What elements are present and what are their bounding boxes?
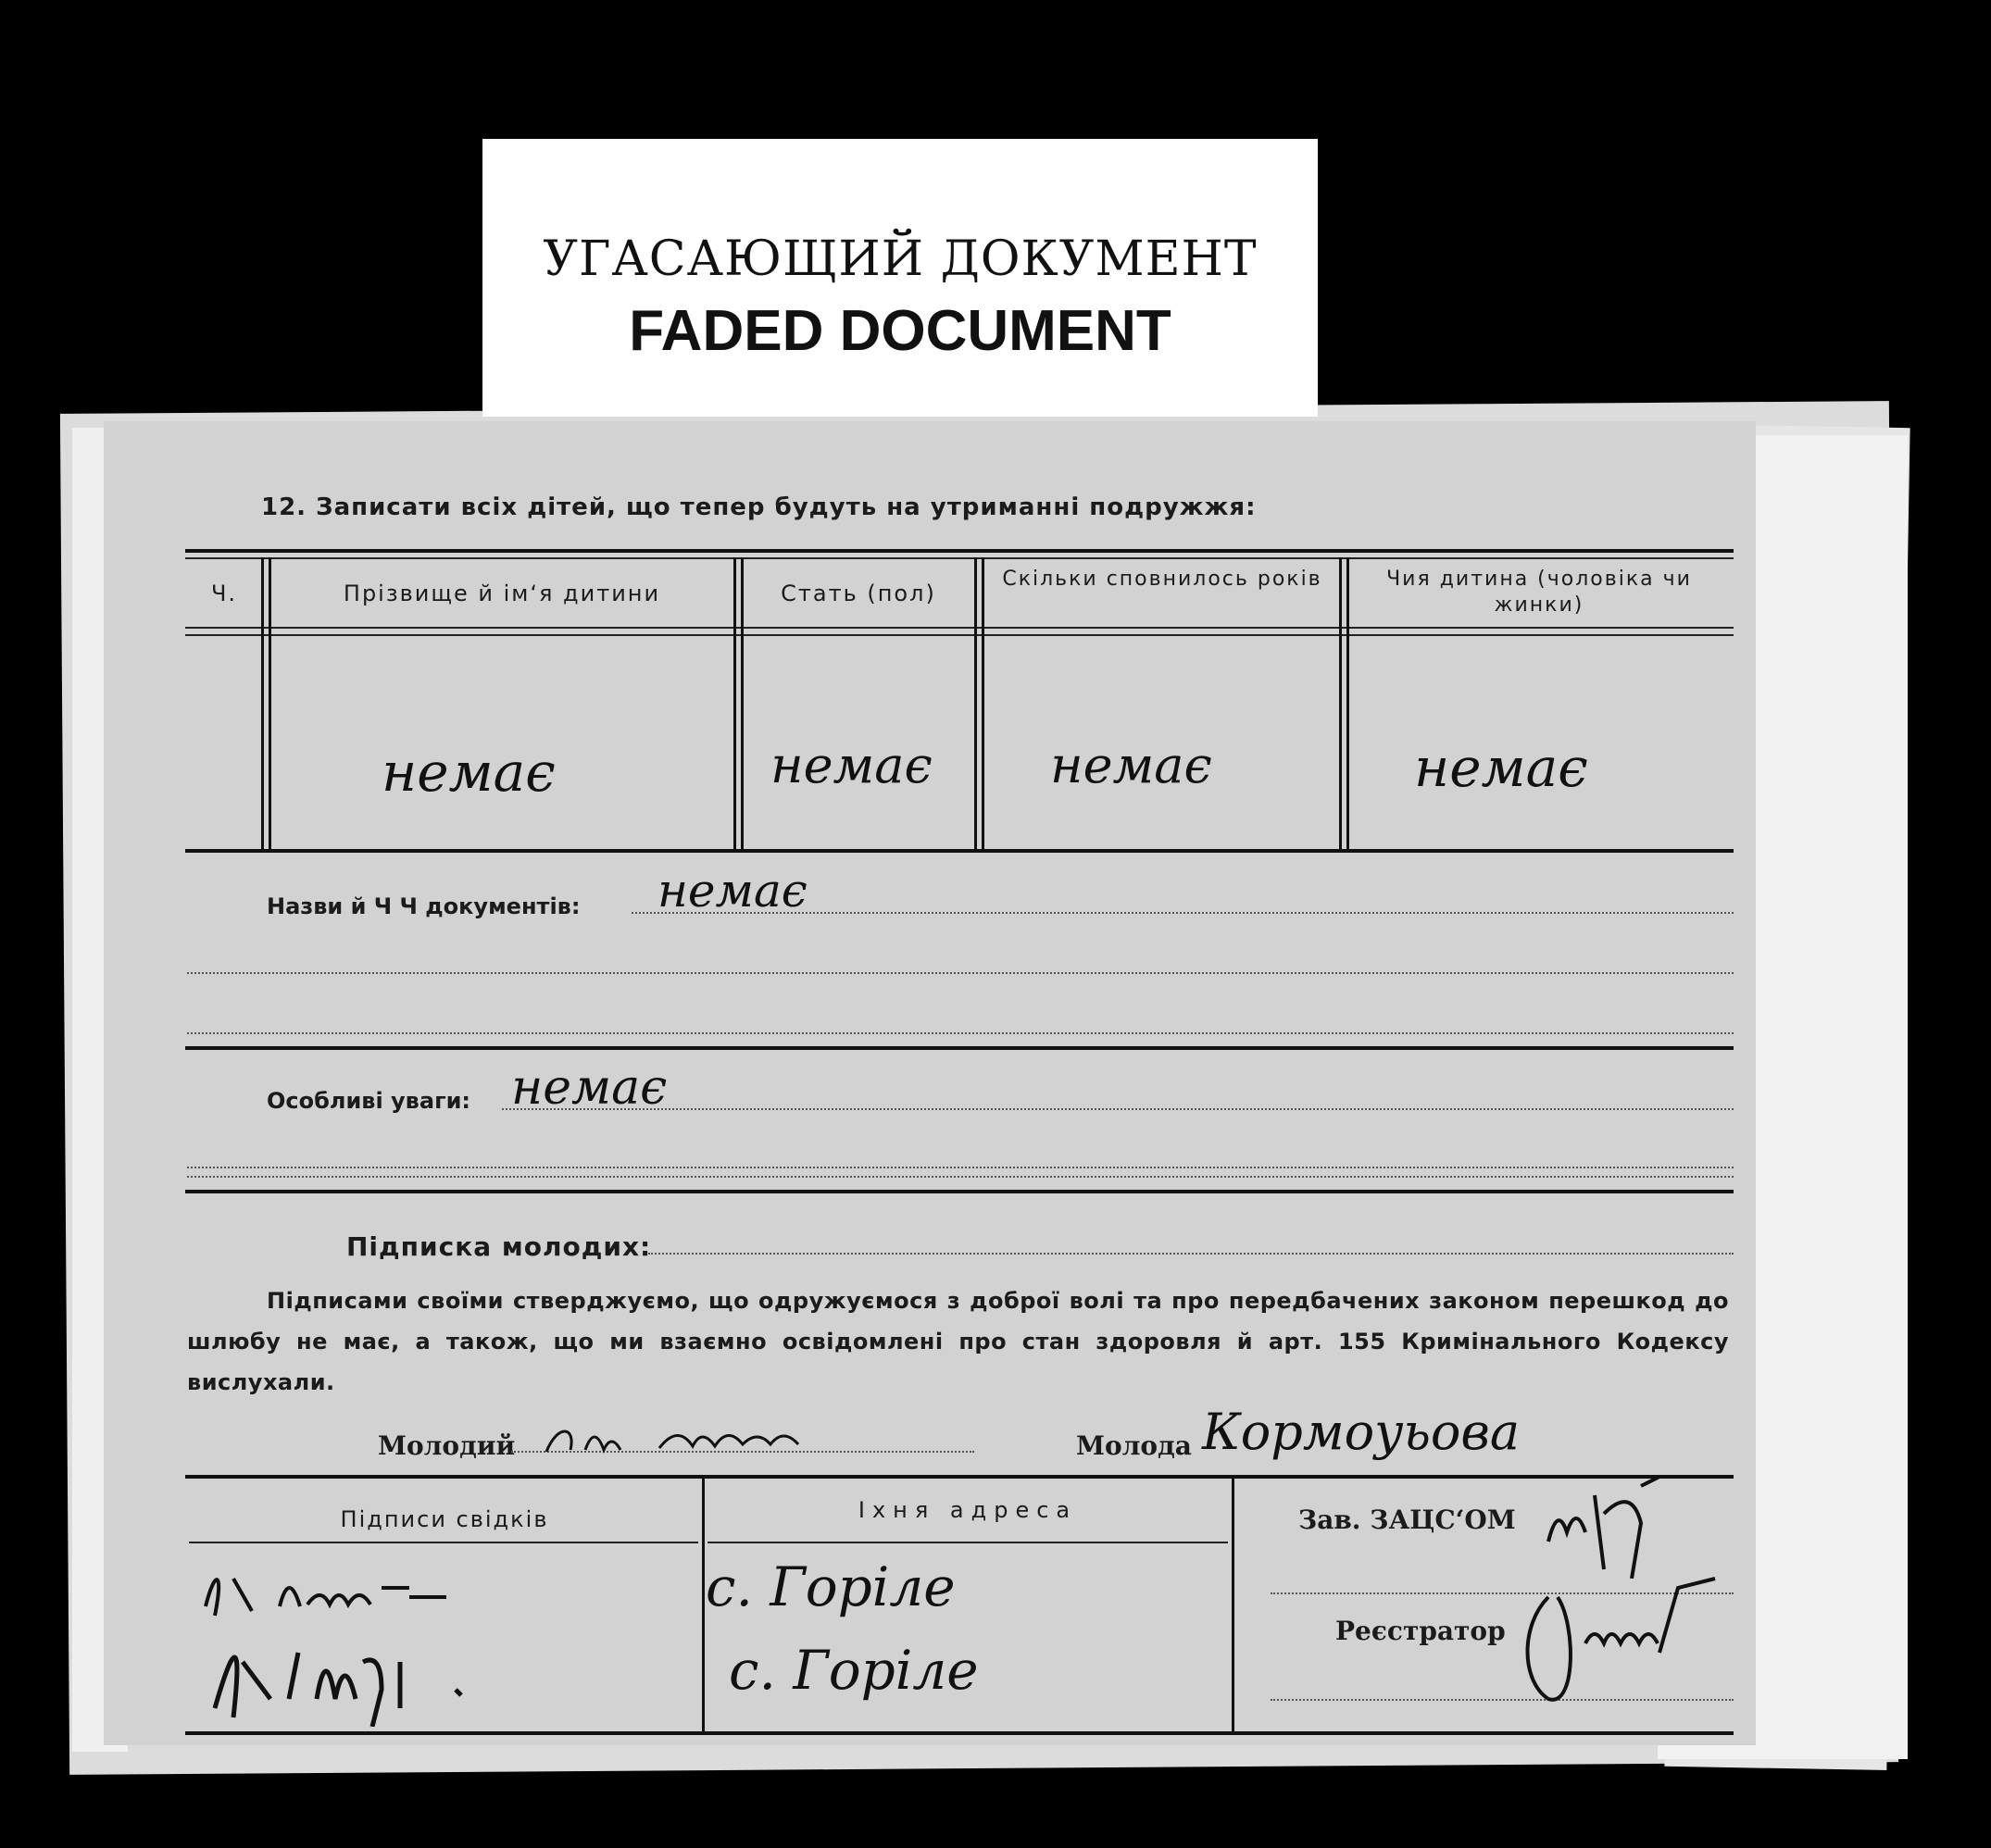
column-header-number: Ч. <box>210 581 238 606</box>
column-header-sex: Стать (пол) <box>781 581 936 606</box>
column-header-whose-child: Чия дитина (чоловіка чи жинки) <box>1386 568 1692 617</box>
documents-line-3 <box>187 1032 1734 1034</box>
witness-table-bottom-rule <box>185 1731 1734 1735</box>
registrar-label: Реєстратор <box>1335 1616 1506 1646</box>
table-header-rule-inner <box>185 634 1734 636</box>
signature-heading-line <box>648 1253 1734 1255</box>
signature-statement: Підписами своїми стверджуємо, що одружуємося з доброї волі та про передбачених законом перешкод до шлюбу не має, а також, що ми взаємно освідомлені про стан здоровля й арт. 155 Кримінального Кодексу вислухали. <box>187 1288 1729 1395</box>
registrar-signature <box>1511 1569 1734 1708</box>
witness-address-2: с. Горіле <box>729 1639 979 1702</box>
witness-address-header: Іхня адреса <box>858 1497 1078 1523</box>
documents-value: немає <box>657 864 808 918</box>
address-header-rule <box>707 1542 1228 1543</box>
label-title-en: FADED DOCUMENT <box>629 299 1171 363</box>
table-bottom-rule <box>185 849 1734 853</box>
column-divider <box>261 557 264 851</box>
faded-document-label <box>482 139 1318 417</box>
column-divider <box>741 557 744 851</box>
column-divider <box>982 557 984 851</box>
table-top-rule <box>185 549 1734 553</box>
groom-signature <box>539 1417 872 1463</box>
witness-table-top-rule <box>185 1475 1734 1479</box>
child-name-entry: немає <box>382 741 556 804</box>
bride-label: Молода <box>1076 1430 1192 1461</box>
office-head-signature <box>1539 1477 1678 1579</box>
notes-line-2 <box>187 1167 1734 1168</box>
witness-column-divider <box>702 1477 705 1731</box>
witness-column-divider <box>1232 1477 1234 1731</box>
witness-address-1: с. Горіле <box>706 1555 956 1618</box>
column-header-child-name: Прізвище й ім‘я дитини <box>343 581 661 606</box>
column-header-age: Скільки сповнилось років <box>1002 568 1322 591</box>
bride-signature: Кормоуьова <box>1202 1403 1521 1461</box>
witness-signatures-header: Підписи свідків <box>340 1506 549 1532</box>
notes-label: Особливі уваги: <box>267 1088 471 1114</box>
signature-section-heading: Підписка молодих: <box>346 1231 652 1262</box>
groom-label: Молодий <box>378 1430 516 1461</box>
notes-value: немає <box>511 1060 668 1116</box>
section-12-heading: 12. Записати всіх дітей, що тепер будуть на утриманні подружжя: <box>261 493 1257 521</box>
notes-line <box>502 1108 1734 1110</box>
registration-form <box>104 421 1756 1745</box>
child-whose-entry: немає <box>1414 736 1588 799</box>
column-divider <box>733 557 736 851</box>
documents-bottom-rule <box>185 1046 1734 1050</box>
column-divider <box>974 557 977 851</box>
office-head-label: Зав. ЗАЦС‘ОМ <box>1298 1505 1516 1535</box>
child-age-entry: немає <box>1050 736 1212 794</box>
witness-signatures-scribble <box>178 1551 548 1727</box>
column-divider <box>1346 557 1349 851</box>
column-divider <box>1339 557 1342 851</box>
child-sex-entry: немає <box>770 736 933 794</box>
notes-bottom-rule <box>185 1190 1734 1193</box>
notes-line-3 <box>187 1176 1734 1178</box>
documents-line-2 <box>187 972 1734 974</box>
table-header-rule <box>185 627 1734 629</box>
label-title-ua: УГАСАЮЩИЙ ДОКУМЕНТ <box>543 231 1258 287</box>
documents-label: Назви й Ч Ч документів: <box>267 893 581 919</box>
witness-header-rule <box>189 1542 698 1543</box>
table-top-rule-inner <box>185 557 1734 559</box>
column-divider <box>269 557 271 851</box>
